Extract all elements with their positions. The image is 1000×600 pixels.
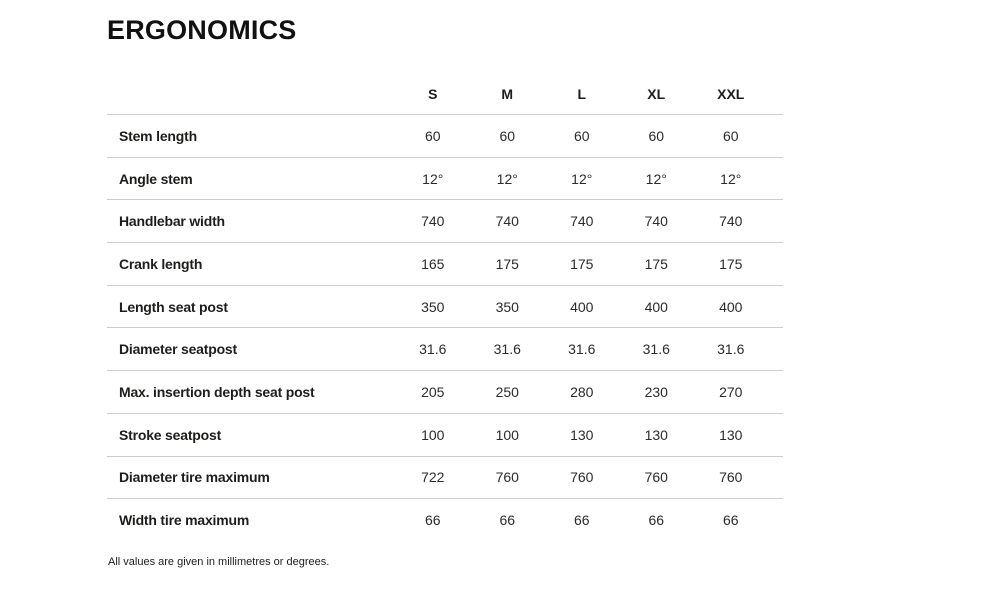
row-value: 12° <box>496 170 518 187</box>
row-value: 100 <box>495 426 519 443</box>
table-row <box>107 242 783 285</box>
row-value: 280 <box>570 383 594 400</box>
row-label: Width tire maximum <box>119 512 250 529</box>
row-value: 60 <box>499 127 516 144</box>
row-value: 740 <box>570 213 594 230</box>
row-label: Stroke seatpost <box>119 426 222 443</box>
row-value: 270 <box>719 383 743 400</box>
table-row <box>107 327 783 370</box>
row-value: 400 <box>719 298 743 315</box>
row-value: 12° <box>571 170 593 187</box>
row-value: 740 <box>719 213 743 230</box>
table-row <box>107 199 783 242</box>
row-value: 350 <box>495 298 519 315</box>
table-row <box>107 413 783 456</box>
column-header-xl: XL <box>647 86 666 102</box>
row-value: 760 <box>644 469 668 486</box>
column-header-l: L <box>577 86 587 102</box>
row-value: 205 <box>421 383 445 400</box>
row-value: 175 <box>570 255 594 272</box>
row-value: 12° <box>645 170 667 187</box>
row-value: 31.6 <box>717 341 745 358</box>
row-value: 230 <box>644 383 668 400</box>
table-body <box>107 114 783 541</box>
row-value: 130 <box>570 426 594 443</box>
row-label: Max. insertion depth seat post <box>119 383 315 400</box>
row-value: 740 <box>495 213 519 230</box>
row-value: 12° <box>422 170 444 187</box>
row-value: 760 <box>495 469 519 486</box>
footnote: All values are given in millimetres or degrees. <box>108 555 330 568</box>
table-row <box>107 370 783 413</box>
table-row <box>107 285 783 328</box>
row-value: 740 <box>421 213 445 230</box>
table-row <box>107 456 783 499</box>
row-value: 400 <box>644 298 668 315</box>
page-title: ERGONOMICS <box>107 15 297 45</box>
row-value: 60 <box>722 127 739 144</box>
row-value: 60 <box>573 127 590 144</box>
row-value: 31.6 <box>493 341 521 358</box>
row-value: 760 <box>719 469 743 486</box>
table-row <box>107 498 783 541</box>
row-value: 100 <box>421 426 445 443</box>
row-label: Diameter seatpost <box>119 341 237 358</box>
ergonomics-table <box>107 74 783 541</box>
row-value: 175 <box>644 255 668 272</box>
row-value: 740 <box>644 213 668 230</box>
row-label: Crank length <box>119 255 203 272</box>
row-label: Diameter tire maximum <box>119 469 270 486</box>
row-value: 130 <box>719 426 743 443</box>
column-header-m: M <box>501 86 514 102</box>
row-label: Angle stem <box>119 170 193 187</box>
row-value: 175 <box>495 255 519 272</box>
table-row <box>107 157 783 200</box>
row-value: 66 <box>424 512 441 529</box>
row-label: Length seat post <box>119 298 228 315</box>
column-header-xxl: XXL <box>717 86 745 102</box>
row-value: 66 <box>499 512 516 529</box>
row-value: 31.6 <box>568 341 596 358</box>
row-value: 760 <box>570 469 594 486</box>
row-label: Stem length <box>119 127 197 144</box>
row-value: 31.6 <box>419 341 447 358</box>
row-label: Handlebar width <box>119 213 225 230</box>
table-header-row <box>107 74 783 114</box>
row-value: 31.6 <box>642 341 670 358</box>
row-value: 66 <box>573 512 590 529</box>
row-value: 66 <box>722 512 739 529</box>
row-value: 12° <box>720 170 742 187</box>
column-header-s: S <box>428 86 438 102</box>
row-value: 175 <box>719 255 743 272</box>
row-value: 130 <box>644 426 668 443</box>
row-value: 400 <box>570 298 594 315</box>
row-value: 60 <box>424 127 441 144</box>
row-value: 350 <box>421 298 445 315</box>
row-value: 250 <box>495 383 519 400</box>
row-value: 66 <box>648 512 665 529</box>
row-value: 165 <box>421 255 445 272</box>
row-value: 60 <box>648 127 665 144</box>
row-value: 722 <box>421 469 445 486</box>
table-row <box>107 114 783 157</box>
